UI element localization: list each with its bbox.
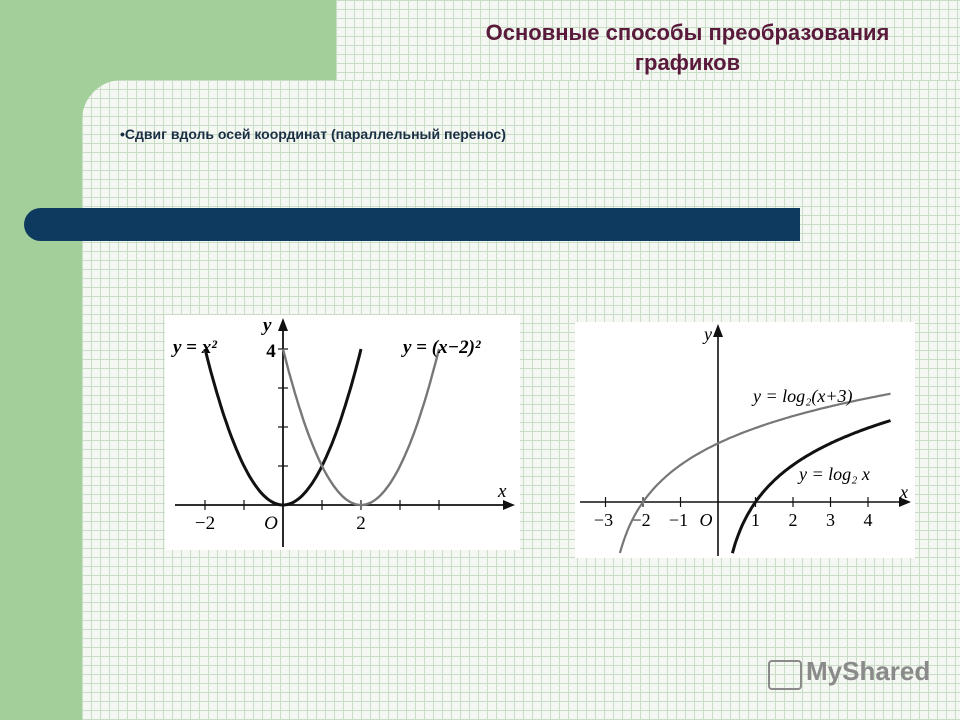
x-tick-label: 2: [788, 510, 798, 530]
bullet-text: •Сдвиг вдоль осей координат (параллельный перенос): [120, 126, 506, 142]
y-tick-label: 4: [266, 341, 276, 362]
x-tick-label: O: [699, 510, 713, 530]
x-tick-label: −1: [668, 510, 689, 530]
series-curve-2: [283, 349, 439, 505]
x-tick-label: O: [264, 513, 278, 534]
y-axis-label: y: [704, 324, 712, 344]
divider-bar: [24, 208, 800, 241]
y-axis-arrow: [713, 324, 723, 337]
x-tick-label: −3: [593, 510, 614, 530]
title-line-2: графиков: [634, 50, 741, 75]
chart-parabola-svg: [165, 315, 520, 550]
series-label-1: y = log₂(x+3): [753, 386, 853, 406]
x-tick-label: 2: [356, 513, 366, 534]
x-tick-label: 3: [826, 510, 835, 530]
series-curve-2: [732, 421, 890, 554]
series-label-1: y = x²: [173, 337, 217, 358]
x-tick-label: 4: [863, 510, 873, 530]
x-tick-label: 1: [751, 510, 760, 530]
title-line-1: Основные способы преобразования: [485, 20, 890, 45]
x-tick-label: −2: [194, 513, 216, 534]
series-label-2: y = (x−2)²: [403, 337, 481, 358]
x-tick-label: −2: [631, 510, 651, 530]
y-axis-arrow: [278, 318, 288, 331]
series-label-2: y = log₂ x: [799, 464, 870, 484]
y-axis-label: y: [263, 315, 272, 336]
watermark-text: MyShared: [806, 656, 931, 686]
slide-title: [400, 18, 960, 78]
chart-log: [575, 322, 915, 558]
x-axis-label: x: [498, 481, 507, 502]
x-axis-label: x: [900, 482, 908, 502]
chart-log-svg: [575, 322, 915, 558]
chart-parabola: [165, 315, 520, 550]
myshared-logo-icon: [768, 660, 802, 690]
